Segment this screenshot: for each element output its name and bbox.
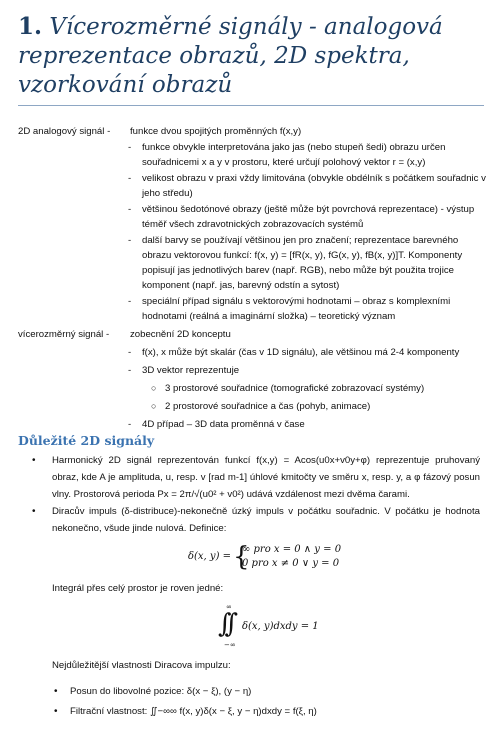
item-text: 3D vektor reprezentuje — [142, 365, 240, 376]
page-title — [18, 12, 488, 100]
title-number: 1. — [18, 13, 43, 40]
harmonic-signal-text: Harmonický 2D signál reprezentován funkcí f(x,y) = Acos(u0x+v0y+φ) reprezentuje pruhovaný obraz, kde A je amplituda, u, resp. v [rad m-1] úhlové kmitočty ve směru x, resp. y, a φ fázový posun vlny. Prostorová perioda Px = 2π/√(u0² + v0²) udává vzdálenost mezi dvěma čarami. — [52, 455, 480, 500]
section-2d-analog-signal — [18, 124, 488, 324]
sub-item — [151, 381, 488, 396]
section-multidim-signal — [18, 327, 488, 432]
dirac-properties-list — [18, 682, 488, 722]
bullet-icon: • — [54, 686, 58, 697]
list-item — [18, 503, 480, 537]
sub-item-text: 3 prostorové souřadnice (tomografické zobrazovací systémy) — [165, 383, 425, 394]
list-item — [18, 452, 480, 503]
section-heading: Důležité 2D signály — [18, 433, 155, 448]
list-item: - většinou šedotónové obrazy (ještě může být povrchová reprezentace) - výstup téměř všech zdravotnických zobrazovacích systémů — [18, 202, 488, 232]
integral-intro: Integrál přes celý prostor je roven jedné: — [52, 583, 224, 594]
sub-item-text: 2 prostorové souřadnice a čas (pohyb, animace) — [165, 401, 371, 412]
property-text: Filtrační vlastnost: ∬−∞∞ f(x, y)δ(x − ξ, y − η)dxdy = f(ξ, η) — [70, 706, 317, 717]
list-item: - funkce obvykle interpretována jako jas (nebo stupeň šedi) obrazu určen souřadnicemi x a y v prostoru, které určují polohový vektor r = (x,y) — [18, 140, 488, 170]
bullet-icon: • — [32, 506, 36, 517]
lower-limit: −∞ — [224, 641, 236, 649]
item-text: speciální případ signálu s vektorovými hodnotami – obraz s komplexními hodnotami (reálná a imaginární složka) – teoretický význam — [142, 296, 451, 322]
bullet-icon: • — [54, 706, 58, 717]
term-definition: funkce dvou spojitých proměnných f(x,y) — [130, 126, 302, 137]
upper-limit: ∞ — [226, 603, 232, 611]
list-item: - speciální případ signálu s vektorovými hodnotami – obraz s komplexními hodnotami (reálná a imaginární složka) – teoretický význam — [18, 294, 488, 324]
term-definition: zobecnění 2D konceptu — [130, 329, 231, 340]
item-text: většinou šedotónové obrazy (ještě může být povrchová reprezentace) - výstup téměř všech zdravotnických zobrazovacích systémů — [142, 204, 475, 230]
item-text: velikost obrazu v praxi vždy limitována (obvykle obdélník s počátkem souřadnic v jeho středu) — [142, 173, 486, 199]
list-item: - další barvy se používají většinou jen pro značení; reprezentace barevného obrazu vektorovou funkcí: f(x, y) = [fR(x, y), fG(x, y), fB(x, y)]T. Komponenty popisují jas jednotlivých barev (např. RGB), nebo může být použita trojice komponent (např. jas, barevný odstín a sytost) — [18, 233, 488, 293]
double-integral-icon: ∫∫ — [218, 609, 232, 639]
important-signals-list — [18, 452, 480, 537]
item-text: funkce obvykle interpretována jako jas (nebo stupeň šedi) obrazu určen souřadnicemi x a y v prostoru, které určují polohový vektor r = (x,y) — [142, 142, 446, 168]
bullet-icon: • — [32, 455, 36, 466]
item-text: další barvy se používají většinou jen pro značení; reprezentace barevného obrazu vektorovou funkcí: f(x, y) = [fR(x, y), fG(x, y), fB(x, y)]T. Komponenty popisují jas jednotlivých barev (např. RGB), nebo může být použita trojice komponent (např. jas, barevný odstín a sytost) — [142, 235, 463, 291]
circle-bullet-icon: ○ — [151, 383, 157, 393]
formula-lhs: δ(x, y) = — [188, 551, 232, 562]
formula-case: 0 pro x ≠ 0 ∨ y = 0 — [242, 558, 340, 569]
circle-bullet-icon: ○ — [151, 401, 157, 411]
item-text: f(x), x může být skalár (čas v 1D signálu), ale většinou má 2-4 komponenty — [142, 347, 460, 358]
integral-expression: δ(x, y)dxdy = 1 — [242, 621, 319, 632]
list-item — [18, 682, 488, 702]
formula-case: ∞ pro x = 0 ∧ y = 0 — [242, 544, 342, 555]
sub-item — [151, 399, 488, 414]
title-text: Vícerozměrné signály - analogová reprezentace obrazů, 2D spektra, vzorkování obrazů — [18, 14, 443, 98]
property-text: Posun do libovolné pozice: δ(x − ξ), (y − η) — [70, 686, 252, 697]
def-row — [18, 124, 488, 139]
term-label: 2D analogový signál - — [18, 126, 111, 137]
item-text: 4D případ – 3D data proměnná v čase — [142, 419, 305, 430]
list-item: - f(x), x může být skalár (čas v 1D signálu), ale většinou má 2-4 komponenty — [18, 345, 488, 360]
list-item: - velikost obrazu v praxi vždy limitována (obvykle obdélník s počátkem souřadnic v jeho středu) — [18, 171, 488, 201]
list-item: - 3D vektor reprezentuje — [18, 363, 488, 378]
def-row — [18, 327, 488, 342]
brace-icon: { — [233, 542, 250, 572]
list-item — [18, 702, 488, 722]
dirac-impulse-text: Diracův impuls (δ-distribuce)-nekonečně úzký impuls v počátku souřadnic. V počátku je hodnota nekonečno, všude jinde nulová. Definice: — [52, 506, 480, 534]
title-divider — [18, 105, 484, 106]
list-item: - 4D případ – 3D data proměnná v čase — [18, 417, 488, 432]
properties-intro: Nejdůležitější vlastnosti Diracova impulzu: — [52, 660, 231, 671]
term-label: vícerozměrný signál - — [18, 329, 110, 340]
